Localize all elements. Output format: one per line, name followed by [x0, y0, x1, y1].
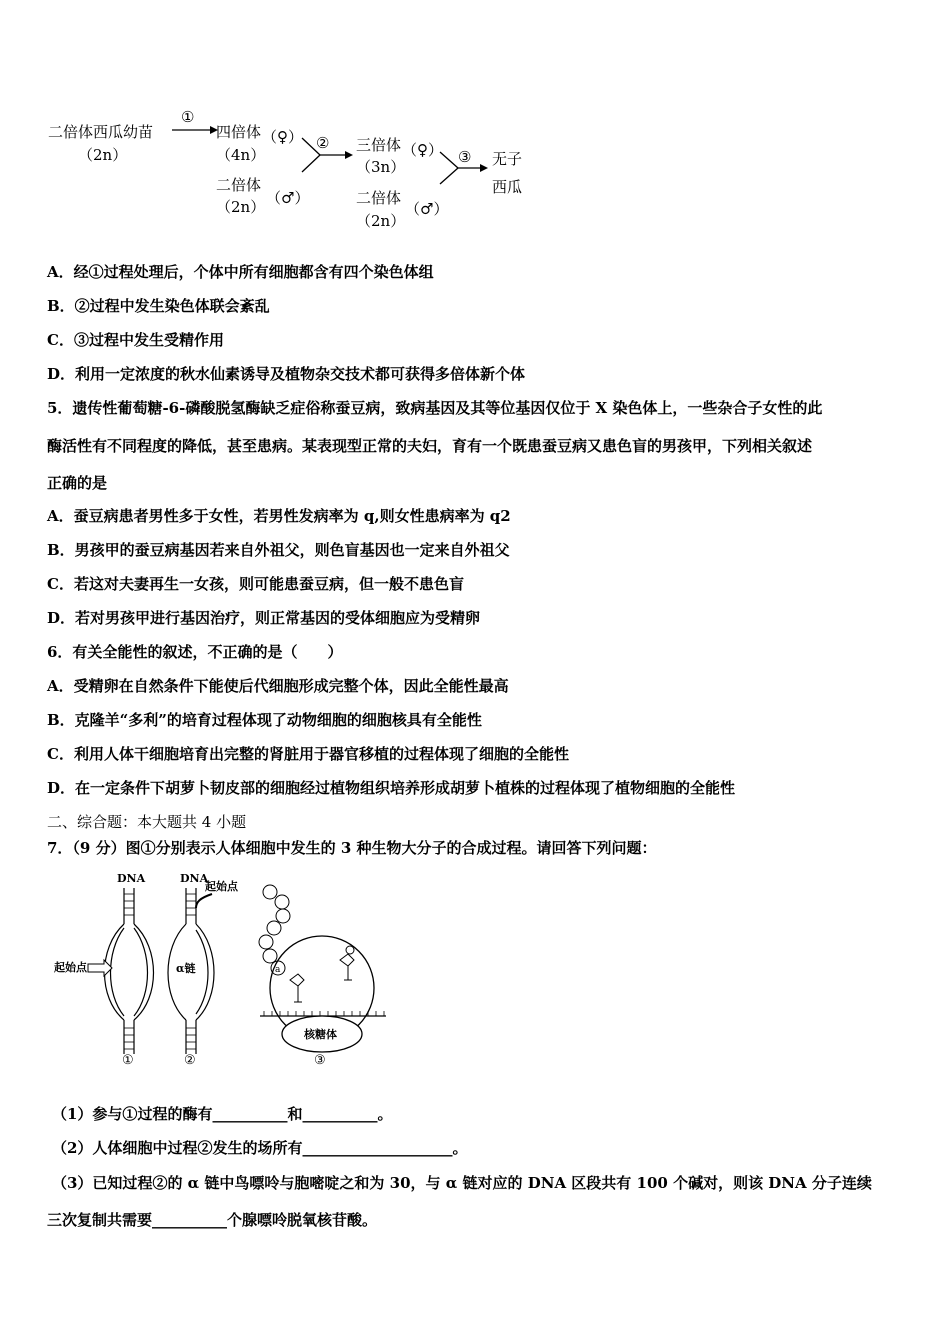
cross-line-2b: [302, 155, 320, 172]
tetraploid-female: （♀）: [262, 128, 303, 146]
trna-molecules: [290, 946, 354, 1002]
diploid-b-label: 二倍体: [356, 189, 402, 207]
seedling-label: 二倍体西瓜幼苗: [48, 123, 154, 141]
q4-option-c: C．③过程中发生受精作用: [47, 331, 224, 349]
dna-rungs-1: [124, 894, 134, 1049]
q5-stem-line1: 5．遗传性葡萄糖-6-磷酸脱氢酶缺乏症俗称蚕豆病，致病基因及其等位基因仅位于 X 染色体上，一些杂合子女性的此: [47, 399, 823, 417]
q5-option-c: C．若这对夫妻再生一女孩，则可能患蚕豆病，但一般不患色盲: [47, 575, 464, 593]
diploid-a-male: （♂）: [266, 189, 310, 207]
q7-sub1: （1）参与①过程的酶有__________和__________。: [52, 1105, 393, 1123]
step3-label: ③: [458, 148, 472, 166]
origin-arrow-2: [196, 894, 212, 908]
result-line2: 西瓜: [492, 178, 523, 196]
q6-stem: 6．有关全能性的叙述，不正确的是（ ）: [47, 643, 343, 661]
alpha-chain-label: α链: [176, 962, 196, 975]
panel-label-2: ②: [184, 1053, 196, 1068]
ribosome-label: 核糖体: [304, 1028, 337, 1041]
q6-option-d: D．在一定条件下胡萝卜韧皮部的细胞经过植物组织培养形成胡萝卜植株的过程体现了植物细胞的全能性: [47, 779, 736, 797]
cross-line-3b: [440, 168, 458, 184]
arrowhead-2: [345, 151, 353, 159]
panel-label-1: ①: [122, 1053, 134, 1068]
tetraploid-label: 四倍体: [216, 123, 262, 141]
origin-label-1: 起始点: [54, 961, 87, 974]
origin-arrow-1: [88, 960, 112, 976]
q4-option-d: D．利用一定浓度的秋水仙素诱导及植物杂交技术都可获得多倍体新个体: [47, 365, 526, 383]
triploid-label: 三倍体: [356, 136, 402, 154]
q5-option-d: D．若对男孩甲进行基因治疗，则正常基因的受体细胞应为受精卵: [47, 609, 481, 627]
seedling-ploidy: （2n）: [78, 146, 128, 164]
diploid-a-label: 二倍体: [216, 176, 262, 194]
origin-label-2: 起始点: [205, 880, 238, 893]
q7-sub3-line1: （3）已知过程②的 α 链中鸟嘌呤与胞嘧啶之和为 30，与 α 链对应的 DNA 区段共有 100 个碱对，则该 DNA 分子连续: [52, 1174, 872, 1192]
triploid-ploidy: （3n）: [356, 158, 406, 176]
diploid-b-ploidy: （2n）: [356, 212, 406, 230]
breeding-diagram: [40, 100, 560, 240]
result-line1: 无子: [492, 150, 523, 168]
q5-stem-line2: 酶活性有不同程度的降低，甚至患病。某表现型正常的夫妇，育有一个既患蚕豆病又患色盲的男孩甲，下列相关叙述: [47, 437, 813, 455]
triploid-female: （♀）: [402, 141, 443, 159]
q5-option-a: A．蚕豆病患者男性多于女性，若男性发病率为 q,则女性患病率为 q2: [47, 507, 511, 525]
section-heading: 二、综合题：本大题共 4 小题: [47, 813, 247, 831]
dna-label-1: DNA: [117, 872, 146, 885]
diploid-b-male: （♂）: [405, 200, 449, 218]
q7-sub3-line2: 三次复制共需要__________个腺嘌呤脱氧核苷酸。: [47, 1211, 378, 1229]
panel-label-3: ③: [314, 1053, 326, 1068]
peptide-chain: [259, 885, 290, 975]
amino-acid-a-label: a: [275, 965, 281, 975]
diploid-a-ploidy: （2n）: [216, 198, 266, 216]
dna-label-2: DNA: [180, 872, 209, 885]
tetraploid-ploidy: （4n）: [216, 146, 266, 164]
q6-option-a: A．受精卵在自然条件下能使后代细胞形成完整个体，因此全能性最高: [47, 677, 509, 695]
q4-option-b: B．②过程中发生染色体联会紊乱: [47, 297, 270, 315]
replication-bubble: [105, 888, 154, 1054]
synthesis-diagram: [50, 868, 410, 1068]
q7-sub2: （2）人体细胞中过程②发生的场所有____________________。: [52, 1139, 468, 1157]
cross-line-3a: [440, 152, 458, 168]
q5-option-b: B．男孩甲的蚕豆病基因若来自外祖父，则色盲基因也一定来自外祖父: [47, 541, 510, 559]
q5-stem-line3: 正确的是: [47, 474, 108, 492]
arrowhead-3: [480, 164, 488, 172]
q6-option-c: C．利用人体干细胞培育出完整的肾脏用于器官移植的过程体现了细胞的全能性: [47, 745, 569, 763]
q7-stem: 7．（9 分）图①分别表示人体细胞中发生的 3 种生物大分子的合成过程。请回答下列问题：: [47, 839, 657, 857]
q4-option-a: A．经①过程处理后，个体中所有细胞都含有四个染色体组: [47, 263, 434, 281]
step1-label: ①: [181, 108, 195, 126]
step2-label: ②: [316, 134, 330, 152]
q6-option-b: B．克隆羊“多利”的培育过程体现了动物细胞的细胞核具有全能性: [47, 711, 482, 729]
